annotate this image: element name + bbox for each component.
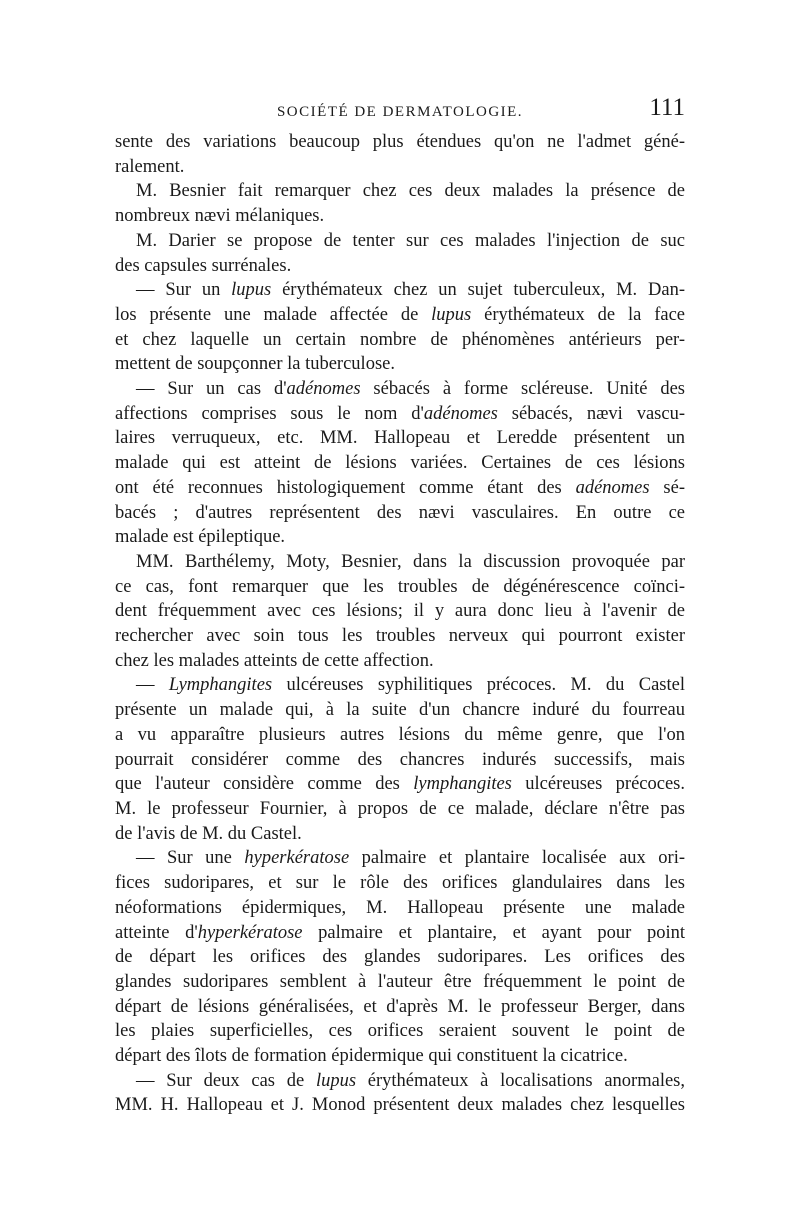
text-line: départ des îlots de formation épidermique qui constituent la cicatrice. (115, 1046, 628, 1067)
body-text (115, 130, 685, 1118)
italic-term: adénomes (575, 477, 650, 498)
text-run: affections comprises sous le nom d' (115, 403, 424, 424)
text-run: — Sur une (136, 848, 245, 869)
text-run: sébacés à forme scléreuse. Unité des (360, 379, 686, 400)
running-title: SOCIÉTÉ DE DERMATOLOGIE. (276, 104, 524, 120)
text-line: dent fréquemment avec ces lésions; il y aura donc lieu à l'avenir de (115, 601, 685, 622)
text-line (115, 1069, 685, 1094)
text-run: sé- (649, 477, 685, 498)
text-line: a vu apparaître plusieurs autres lésions du même genre, que l'on (115, 724, 685, 745)
text-run: atteinte d' (115, 922, 198, 943)
italic-term: adénomes (423, 403, 498, 424)
text-run: ulcéreuses syphilitiques précoces. M. du Castel (272, 675, 686, 696)
text-line: malade qui est atteint de lésions variées. Certaines de ces lésions (115, 453, 685, 474)
text-run: — Sur deux cas de (136, 1070, 316, 1091)
text-line: de départ les orifices des glandes sudoripares. Les orifices des (115, 947, 685, 968)
text-line: de l'avis de M. du Castel. (115, 823, 302, 844)
italic-term: lymphangites (413, 774, 512, 795)
running-header (115, 92, 685, 128)
text-line: laires verruqueux, etc. MM. Hallopeau et Leredde présentent un (115, 428, 685, 449)
italic-term: lupus (315, 1070, 357, 1091)
text-line (115, 303, 685, 328)
text-line: néoformations épidermiques, M. Hallopeau présente une malade (115, 897, 685, 918)
text-run: los présente une malade affectée de (115, 304, 432, 325)
text-line: chez les malades atteints de cette affection. (115, 650, 434, 671)
italic-term: adénomes (286, 379, 361, 400)
text-run: érythémateux à localisations anormales, (356, 1070, 685, 1091)
text-line: M. le professeur Fournier, à propos de ce malade, déclare n'être pas (115, 798, 685, 819)
italic-term: lupus (431, 304, 472, 325)
text-line: nombreux nævi mélaniques. (115, 206, 325, 227)
text-line: ralement. (115, 156, 185, 177)
text-line: malade est épileptique. (115, 527, 286, 548)
text-line (115, 921, 685, 946)
text-line: bacés ; d'autres représentent des nævi vasculaires. En outre ce (115, 502, 685, 523)
text-line: glandes sudoripares semblent à l'auteur être fréquemment le point de (115, 971, 685, 992)
text-line: M. Besnier fait remarquer chez ces deux malades la présence de (136, 181, 685, 202)
text-run: palmaire et plantaire, et ayant pour point (302, 922, 685, 943)
text-line: MM. Barthélemy, Moty, Besnier, dans la discussion provoquée par (136, 551, 685, 572)
text-line: mettent de soupçonner la tuberculose. (115, 354, 395, 375)
text-run: — Sur un cas d' (136, 379, 287, 400)
text-line: MM. H. Hallopeau et J. Monod présentent deux malades chez lesquelles (115, 1095, 685, 1116)
text-line: ce cas, font remarquer que les troubles de dégénérescence coïnci- (115, 576, 685, 597)
text-run: ulcéreuses précoces. (511, 774, 685, 795)
text-line: sente des variations beaucoup plus étendues qu'on ne l'admet géné- (115, 132, 685, 152)
text-run: ont été reconnues histologiquement comme étant des (115, 477, 576, 498)
text-line: départ de lésions généralisées, et d'après M. le professeur Berger, dans (115, 996, 685, 1017)
text-run: érythémateux de la face (471, 304, 685, 325)
text-line (115, 772, 685, 797)
italic-term: hyperkératose (244, 848, 350, 869)
text-line: les plaies superficielles, ces orifices seraient souvent le point de (115, 1021, 685, 1042)
text-line: M. Darier se propose de tenter sur ces malades l'injection de suc (136, 230, 685, 251)
italic-term: hyperkératose (197, 922, 303, 943)
italic-term: lupus (231, 280, 272, 301)
text-line: et chez laquelle un certain nombre de phénomènes antérieurs per- (115, 329, 685, 350)
text-line (115, 846, 685, 871)
text-run: érythémateux chez un sujet tuberculeux, M. Dan- (271, 280, 685, 301)
text-line (115, 673, 685, 698)
text-line: des capsules surrénales. (115, 255, 292, 276)
text-run: — Sur un (136, 280, 232, 301)
text-line: présente un malade qui, à la suite d'un chancre induré du fourreau (115, 700, 685, 721)
text-line: pourrait considérer comme des chancres indurés successifs, mais (115, 749, 685, 770)
text-run: sébacés, nævi vascu- (497, 403, 685, 424)
text-line: fices sudoripares, et sur le rôle des orifices glandulaires dans les (115, 873, 685, 894)
italic-term: Lymphangites (168, 675, 273, 696)
text-run: que l'auteur considère comme des (115, 774, 414, 795)
text-run: palmaire et plantaire localisée aux ori- (349, 848, 685, 869)
text-line: rechercher avec soin tous les troubles nerveux qui pourront exister (115, 626, 685, 647)
text-line (115, 377, 685, 402)
text-run: — (136, 675, 169, 696)
text-line (115, 476, 685, 501)
page-number: 111 (649, 94, 685, 121)
text-line (115, 402, 685, 427)
text-line (115, 278, 685, 303)
